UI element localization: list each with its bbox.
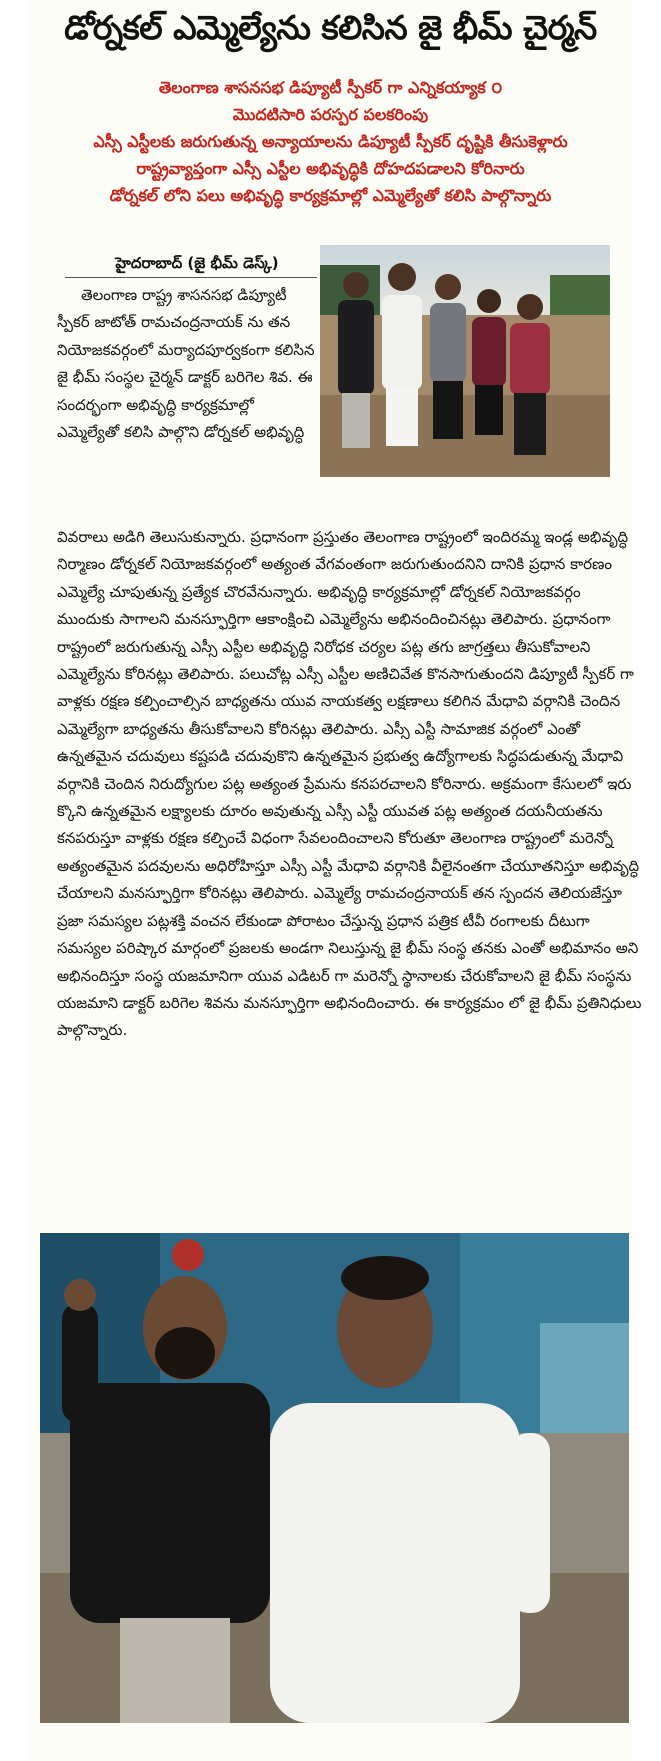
group-photo-illustration — [320, 245, 610, 477]
article-body-paragraph: వివరాలు అడిగి తెలుసుకున్నారు. ప్రధానంగా ప్రస్తుతం తెలంగాణ రాష్ట్రంలో ఇందిరమ్మ ఇండ్ల అభివృద్ధి నిర్మాణం డోర్నకల్ నియోజకవర్గంలో అత్యంత వేగవంతంగా జరుగుతుందనిని దానికి ప్రధాన కారణం ఎమ్మెల్యే చూపుతున్న ప్రత్యేక చొరవేనున్నారు. అభివృద్ధి కార్యక్రమాల్లో డోర్నకల్ నియోజకవర్గం ముందుకు సాగాలని మనస్ఫూర్తిగా ఆకాంక్షించి ఎమ్మెల్యేను అభినందించినట్లు తెలిపారు. ప్రధానంగా రాష్ట్రంలో జరుగుతున్న ఎస్సీ ఎస్టీల అభివృద్ధి నిరోధక చర్యల పట్ల తగు జాగ్రత్తలు తీసుకోవాలని ఎమ్మెల్యేను కోరినట్లు తెలిపారు. పలుచోట్ల ఎస్సీ ఎస్టీల అణిచివేత కొనసాగుతుందని డిప్యూటీ స్పీకర్ గా వాళ్లకు రక్షణ కల్పించాల్సిన బాధ్యతను యువ నాయకత్వ లక్షణాలు కలిగిన మేధావి వర్గానికి చెందిన ఎమ్మెల్యేగా బాధ్యతను తీసుకోవాలని కోరినట్లు తెలిపారు. ఎస్సీ ఎస్టీ సామాజిక వర్గంలో ఎంతో ఉన్నతమైన చదువులు కష్టపడి చదువుకొని ఉన్నతమైన ప్రభుత్వ ఉద్యోగాలకు సిద్ధపడుతున్న మేధావి వర్గానికి చెందిన నిరుద్యోగుల పట్ల అత్యంత ప్రేమను కనపరచాలని కోరినారు. అక్రమంగా కేసులలో ఇరు క్కొని ఉన్నతమైన లక్ష్యాలకు దూరం అవుతున్న ఎస్సీ ఎస్టీ యువత పట్ల అత్యంత దయనీయతను కనపరుస్తూ వాళ్లకు రక్షణ కల్పించే విధంగా సేవలందించాలని కోరుతూ తెలంగాణ రాష్ట్రంలో మరెన్నో అత్యంతమైన పదవులను అధిరోహిస్తూ ఎస్సీ ఎస్టీ మేధావి వర్గానికి వీలైనంతగా చేయూతనిస్తూ అభివృద్ధి చేయాలని మనస్ఫూర్తిగా కోరినట్లు తెలిపారు. ఎమ్మెల్యే రామచంద్రనాయక్ తన స్పందన తెలియజేస్తూ ప్రజా సమస్యల పట్లశక్తి వంచన లేకుండా పోరాటం చేస్తున్న ప్రధాన పత్రిక టీవీ రంగాలకు దీటుగా సమస్యల పరిష్కార మార్గంలో ప్రజలకు అండగా నిలుస్తున్న జై భీమ్ సంస్థ తనకు ఎంతో అభిమానం అని అభినందిస్తూ సంస్థ యజమానిగా యువ ఎడిటర్ గా మరెన్నో స్థానాలకు చేరుకోవాలని జై భీమ్ సంస్థను యజమాని డాక్టర్ బరిగెల శివను మనస్ఫూర్తిగా అభినందించారు. ఈ కార్యక్రమం లో జై భీమ్ ప్రతినిధులు పాల్గొన్నారు. — [57, 528, 642, 1040]
subheadline-2: మొదటిసారి పరస్పర పలకరింపు — [232, 105, 429, 124]
subheadline-1: తెలంగాణ శాసనసభ డిప్యూటీ స్పీకర్ గా ఎన్నికయ్యాక ౦ — [158, 78, 503, 97]
subheadline-block — [28, 74, 633, 209]
bottom-photo-illustration — [40, 1233, 629, 1723]
dateline-divider — [65, 277, 317, 278]
subheadline-5: డోర్నకల్ లోని పలు అభివృద్ధి కార్యక్రమాల్లో ఎమ్మెల్యేతో కలిసి పాల్గొన్నారు — [109, 186, 552, 205]
headline: డోర్నకల్ ఎమ్మెల్యేను కలిసిన జై భీమ్ చైర్మన్ — [64, 8, 597, 47]
subheadline-3: ఎస్సీ ఎస్టీలకు జరుగుతున్న అన్యాయాలను డిప్యూటీ స్పీకర్ దృష్టికి తీసుకెళ్లారు — [93, 132, 568, 151]
bottom-photo — [40, 1233, 629, 1723]
subheadline-4: రాష్ట్రవ్యాప్తంగా ఎస్సీ ఎస్టీల అభివృద్ధికి దోహదపడాలని కోరినారు — [136, 159, 525, 178]
dateline: హైదరాబాద్ (జై భీమ్ డెస్క్) — [115, 254, 279, 272]
article-intro-paragraph: తెలంగాణ రాష్ట్ర శాసనసభ డిప్యూటీ స్పీకర్ జాటోత్ రామచంద్రనాయక్ ను తన నియోజకవర్గంలో మర్యాదపూర్వకంగా కలిసిన జై భీమ్ సంస్థల చైర్మన్ డాక్టర్ బరిగెల శివ. ఈ సందర్భంగా అభివృద్ధి కార్యక్రమాల్లో ఎమ్మెల్యేతో కలిసి పాల్గొని డోర్నకల్ అభివృద్ధి — [57, 286, 315, 442]
article-body — [57, 524, 642, 1045]
group-photo — [320, 245, 610, 477]
article-left-column — [57, 250, 317, 446]
